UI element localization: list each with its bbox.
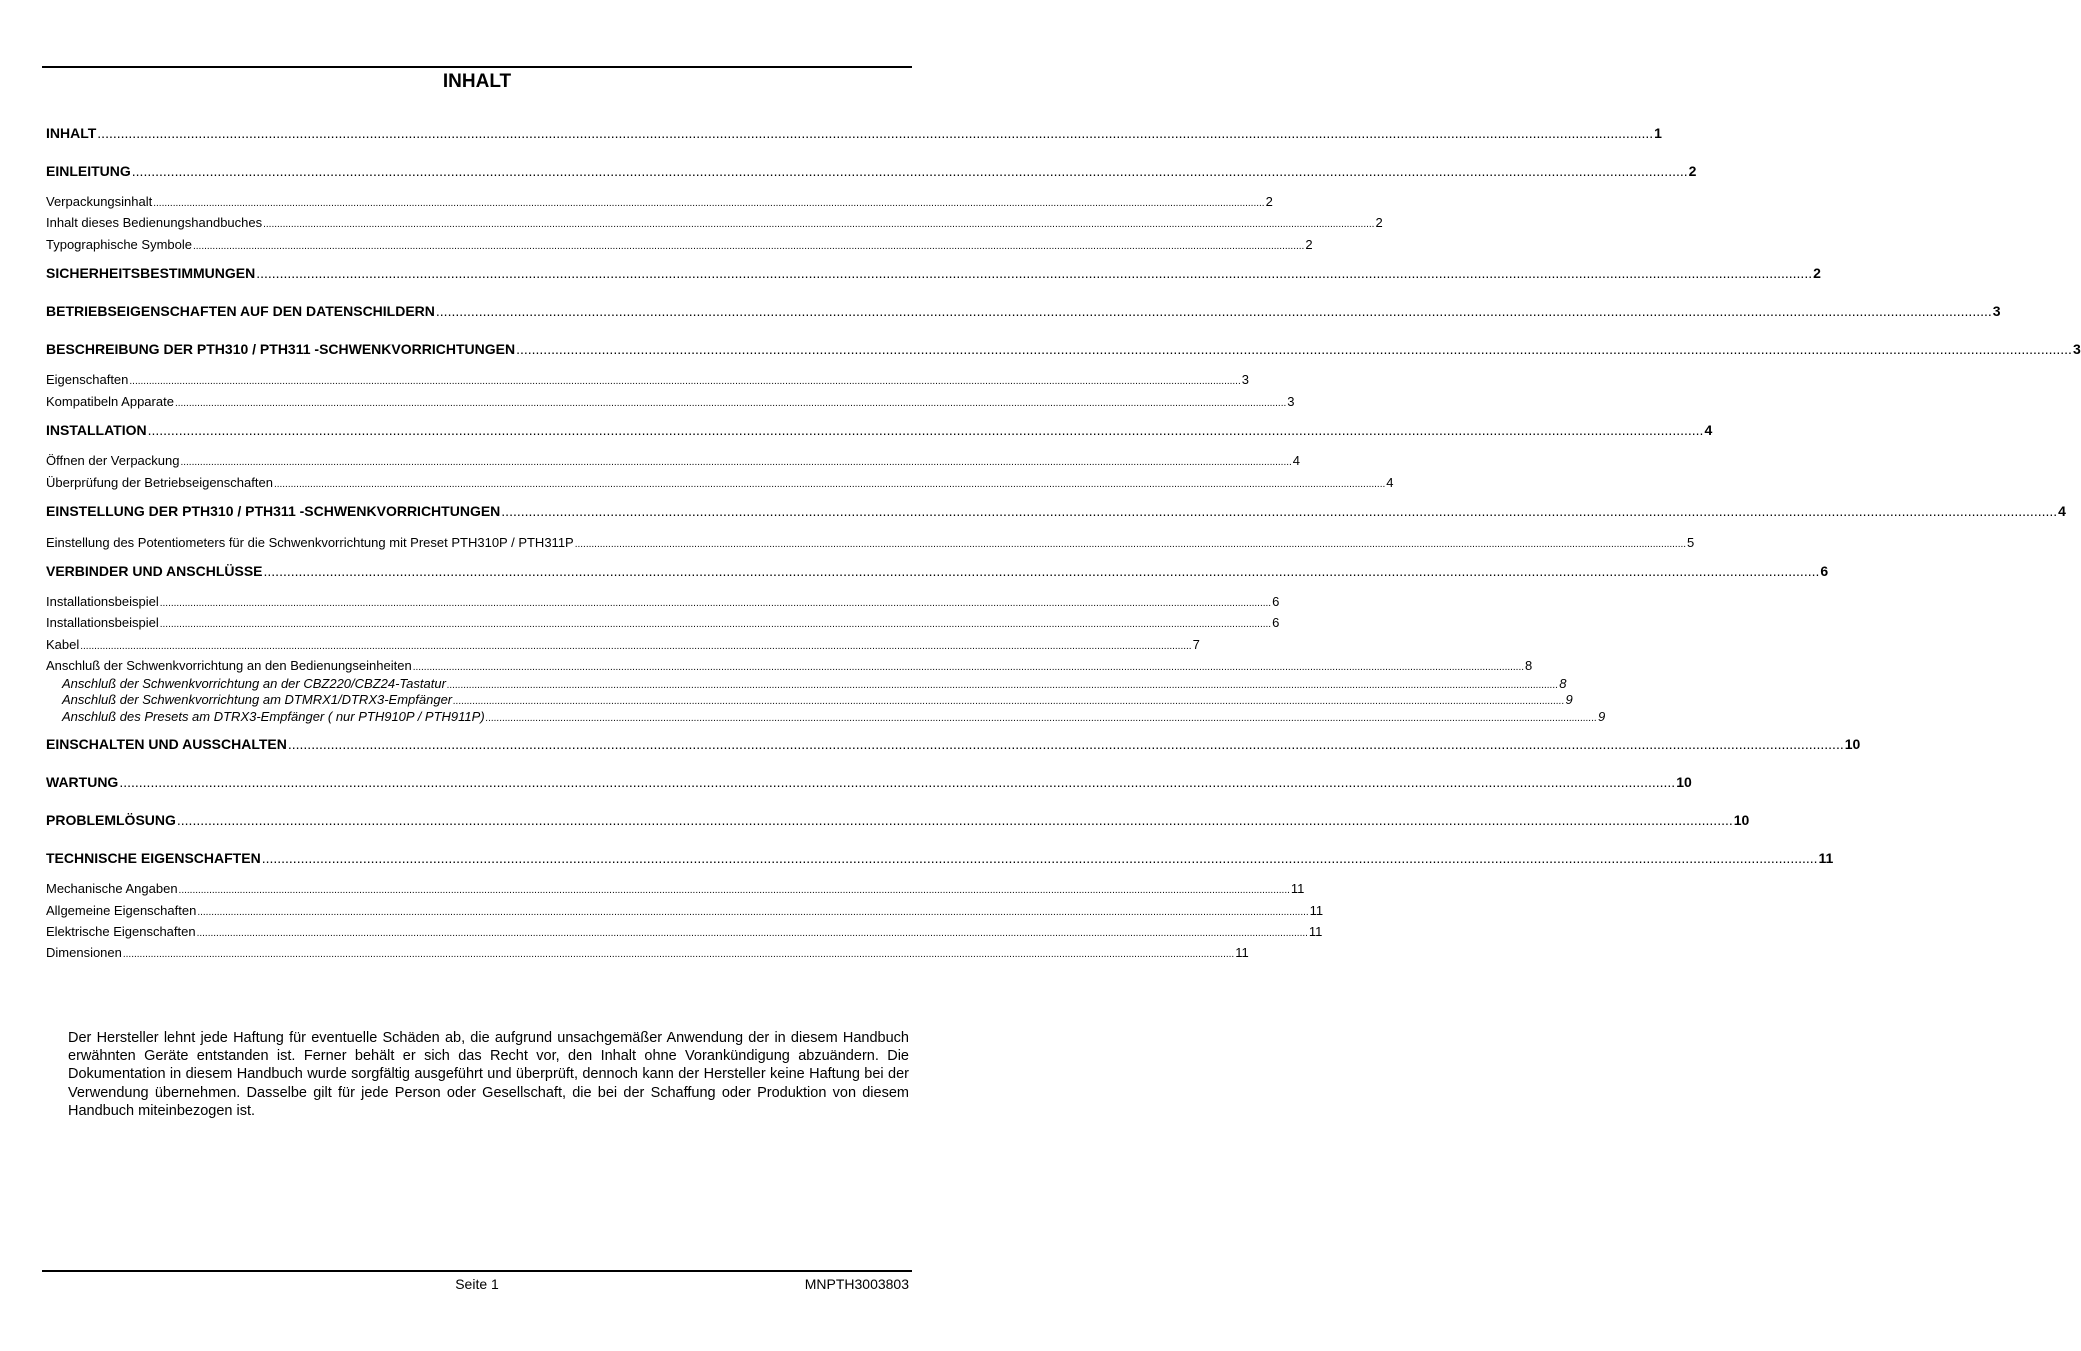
toc-entry[interactable]	[46, 340, 2081, 358]
toc-leader-dots: ................................................................................................................................................................................................................................................................................................................................................................................................................	[97, 125, 1654, 141]
toc-leader-dots: ................................................................................................................................................................................................................................................................................................................................................................................................................	[131, 163, 1688, 179]
toc-leader-dots: ................................................................................................................................................................................................................................................................................................................................................................................................................	[256, 265, 1813, 281]
toc-entry-page: 10	[1676, 774, 1692, 790]
toc-entry-page: 2	[1813, 265, 1821, 281]
toc-entry-page: 6	[1820, 563, 1829, 579]
toc-entry[interactable]	[46, 194, 1273, 210]
toc-entry-label: Typographische Symbole	[46, 237, 192, 252]
toc-entry-page: 4	[1704, 422, 1713, 438]
toc-entry-label: WARTUNG	[46, 774, 119, 790]
toc-entry-label: SICHERHEITSBESTIMMUNGEN	[46, 265, 256, 281]
toc-entry[interactable]	[46, 773, 1692, 791]
toc-entry[interactable]	[46, 849, 1834, 867]
toc-leader-dots: ................................................................................................................................................................................................................................................................................................................................................................................................................	[159, 619, 1272, 630]
toc-entry-label: Kompatibeln Apparate	[46, 394, 174, 409]
toc-entry[interactable]	[46, 594, 1280, 610]
toc-entry-page: 4	[1386, 475, 1394, 490]
toc-entry[interactable]	[46, 372, 1249, 388]
toc-entry[interactable]	[46, 945, 1249, 961]
toc-entry[interactable]	[46, 124, 1662, 142]
toc-leader-dots: ................................................................................................................................................................................................................................................................................................................................................................................................................	[197, 907, 1309, 918]
toc-entry-page: 3	[1241, 372, 1249, 387]
toc-entry[interactable]	[46, 709, 1606, 725]
toc-entry-page: 8	[1525, 658, 1533, 673]
toc-entry[interactable]	[46, 903, 1324, 919]
toc-leader-dots: ................................................................................................................................................................................................................................................................................................................................................................................................................	[516, 341, 2072, 357]
footer-rule	[42, 1270, 912, 1272]
toc-leader-dots: ................................................................................................................................................................................................................................................................................................................................................................................................................	[263, 219, 1375, 230]
toc-entry[interactable]	[46, 676, 1567, 692]
toc-entry-page: 3	[1287, 394, 1295, 409]
toc-leader-dots: ................................................................................................................................................................................................................................................................................................................................................................................................................	[263, 563, 1820, 579]
toc-entry-label: INSTALLATION	[46, 422, 147, 438]
toc-entry-label: Allgemeine Eigenschaften	[46, 903, 197, 918]
toc-entry-label: Mechanische Angaben	[46, 881, 178, 896]
toc-entry-page: 11	[1309, 903, 1324, 918]
toc-entry-label: BETRIEBSEIGENSCHAFTEN AUF DEN DATENSCHILDERN	[46, 303, 435, 319]
toc-leader-dots: ................................................................................................................................................................................................................................................................................................................................................................................................................	[453, 696, 1565, 707]
toc-entry[interactable]	[46, 162, 1697, 180]
toc-entry-label: VERBINDER UND ANSCHLÜSSE	[46, 563, 263, 579]
toc-entry-page: 10	[1733, 812, 1750, 828]
toc-entry[interactable]	[46, 811, 1750, 829]
toc-entry[interactable]	[46, 215, 1383, 231]
toc-entry-label: PROBLEMLÖSUNG	[46, 812, 176, 828]
header-rule	[42, 66, 912, 68]
toc-leader-dots: ................................................................................................................................................................................................................................................................................................................................................................................................................	[153, 198, 1265, 209]
toc-entry[interactable]	[46, 453, 1301, 469]
toc-entry[interactable]	[46, 475, 1394, 491]
toc-entry-label: Installationsbeispiel	[46, 615, 159, 630]
toc-leader-dots: ................................................................................................................................................................................................................................................................................................................................................................................................................	[192, 241, 1305, 252]
toc-entry-page: 3	[2072, 341, 2081, 357]
toc-entry[interactable]	[46, 264, 1821, 282]
toc-entry-page: 4	[1292, 453, 1301, 468]
toc-entry-label: BESCHREIBUNG DER PTH310 / PTH311 -SCHWENKVORRICHTUNGEN	[46, 341, 516, 357]
toc-leader-dots: ................................................................................................................................................................................................................................................................................................................................................................................................................	[435, 303, 1992, 319]
toc-entry-label: Anschluß des Presets am DTRX3-Empfänger ( nur PTH910P / PTH911P)	[62, 709, 485, 724]
toc-leader-dots: ................................................................................................................................................................................................................................................................................................................................................................................................................	[501, 503, 2058, 519]
toc-leader-dots: ................................................................................................................................................................................................................................................................................................................................................................................................................	[147, 422, 1704, 438]
toc-entry-label: EINSTELLUNG DER PTH310 / PTH311 -SCHWENKVORRICHTUNGEN	[46, 503, 501, 519]
toc-entry-page: 9	[1598, 709, 1606, 724]
toc-entry[interactable]	[46, 502, 2066, 520]
toc-entry-page: 2	[1265, 194, 1273, 209]
toc-entry-page: 6	[1272, 615, 1280, 630]
toc-entry-page: 7	[1192, 637, 1200, 652]
toc-entry[interactable]	[46, 658, 1533, 674]
toc-leader-dots: ................................................................................................................................................................................................................................................................................................................................................................................................................	[485, 713, 1597, 724]
toc-leader-dots: ................................................................................................................................................................................................................................................................................................................................................................................................................	[129, 376, 1241, 387]
page-title: INHALT	[442, 71, 512, 92]
toc-entry-label: Inhalt dieses Bedienungshandbuches	[46, 215, 263, 230]
toc-entry[interactable]	[46, 421, 1713, 439]
toc-entry-page: 11	[1235, 945, 1249, 960]
toc-entry-page: 11	[1308, 924, 1323, 939]
toc-leader-dots: ................................................................................................................................................................................................................................................................................................................................................................................................................	[119, 774, 1676, 790]
toc-leader-dots: ................................................................................................................................................................................................................................................................................................................................................................................................................	[80, 641, 1192, 652]
toc-leader-dots: ................................................................................................................................................................................................................................................................................................................................................................................................................	[446, 680, 1559, 691]
toc-entry-label: Kabel	[46, 637, 80, 652]
toc-entry-page: 2	[1305, 237, 1313, 252]
toc-entry[interactable]	[46, 615, 1280, 631]
toc-entry-label: Öffnen der Verpackung	[46, 453, 180, 468]
toc-entry-label: TECHNISCHE EIGENSCHAFTEN	[46, 850, 261, 866]
toc-entry-label: EINLEITUNG	[46, 163, 131, 179]
toc-entry-label: EINSCHALTEN UND AUSSCHALTEN	[46, 736, 287, 752]
toc-entry[interactable]	[46, 535, 1695, 551]
toc-leader-dots: ................................................................................................................................................................................................................................................................................................................................................................................................................	[261, 850, 1818, 866]
toc-entry-label: Überprüfung der Betriebseigenschaften	[46, 475, 273, 490]
toc-leader-dots: ................................................................................................................................................................................................................................................................................................................................................................................................................	[180, 457, 1292, 468]
toc-entry-label: Installationsbeispiel	[46, 594, 159, 609]
toc-entry-page: 11	[1290, 881, 1305, 896]
toc-entry-page: 4	[2058, 503, 2066, 519]
toc-entry[interactable]	[46, 881, 1305, 897]
toc-entry[interactable]	[46, 924, 1323, 940]
toc-entry[interactable]	[46, 302, 2001, 320]
toc-entry-label: Einstellung des Potentiometers für die Schwenkvorrichtung mit Preset PTH310P / PTH311P	[46, 535, 574, 550]
toc-leader-dots: ................................................................................................................................................................................................................................................................................................................................................................................................................	[196, 928, 1308, 939]
toc-entry[interactable]	[46, 735, 1861, 753]
toc-leader-dots: ................................................................................................................................................................................................................................................................................................................................................................................................................	[287, 736, 1844, 752]
toc-leader-dots: ................................................................................................................................................................................................................................................................................................................................................................................................................	[176, 812, 1733, 828]
toc-entry-label: Dimensionen	[46, 945, 122, 960]
disclaimer-paragraph: Der Hersteller lehnt jede Haftung für eventuelle Schäden ab, die aufgrund unsachgemäßer Anwendung der in diesem Handbuch erwähnten Geräte entstanden ist. Ferner behält er sich das Recht vor, den Inhalt ohne Vorankündigung abzuändern. Die Dokumentation in diesem Handbuch wurde sorgfältig ausgeführt und überprüft, dennoch kann der Hersteller keine Haftung bei der Verwendung übernehmen. Dasselbe gilt für jede Person oder Gesellschaft, die bei der Schaffung oder Produktion von diesem Handbuch miteinbezogen ist.	[68, 1030, 909, 1119]
toc-entry[interactable]	[46, 394, 1295, 410]
toc-entry-label: INHALT	[46, 125, 97, 141]
toc-entry-label: Elektrische Eigenschaften	[46, 924, 196, 939]
toc-entry-label: Verpackungsinhalt	[46, 194, 153, 209]
toc-entry[interactable]	[46, 237, 1313, 253]
toc-entry-label: Eigenschaften	[46, 372, 129, 387]
toc-leader-dots: ................................................................................................................................................................................................................................................................................................................................................................................................................	[574, 539, 1687, 550]
footer-document-code: MNPTH3003803	[804, 1276, 909, 1292]
toc-entry-page: 6	[1272, 594, 1280, 609]
toc-entry-label: Anschluß der Schwenkvorrichtung am DTMRX1/DTRX3-Empfänger	[62, 692, 453, 707]
toc-leader-dots: ................................................................................................................................................................................................................................................................................................................................................................................................................	[122, 949, 1235, 960]
toc-entry-page: 8	[1559, 676, 1567, 691]
toc-entry-page: 1	[1654, 125, 1662, 141]
toc-entry[interactable]	[46, 692, 1573, 708]
toc-leader-dots: ................................................................................................................................................................................................................................................................................................................................................................................................................	[159, 598, 1272, 609]
toc-leader-dots: ................................................................................................................................................................................................................................................................................................................................................................................................................	[178, 885, 1290, 896]
toc-entry-page: 2	[1375, 215, 1383, 230]
toc-entry-page: 9	[1565, 692, 1573, 707]
footer-page-number: Seite 1	[455, 1276, 499, 1292]
toc-entry-page: 10	[1844, 736, 1861, 752]
toc-entry-page: 11	[1818, 850, 1834, 866]
toc-entry[interactable]	[46, 637, 1200, 653]
toc-entry-page: 5	[1687, 535, 1695, 550]
toc-leader-dots: ................................................................................................................................................................................................................................................................................................................................................................................................................	[273, 479, 1386, 490]
toc-leader-dots: ................................................................................................................................................................................................................................................................................................................................................................................................................	[174, 398, 1287, 409]
toc-entry-page: 3	[1992, 303, 2001, 319]
toc-entry[interactable]	[46, 562, 1829, 580]
toc-entry-label: Anschluß der Schwenkvorrichtung an den Bedienungseinheiten	[46, 658, 412, 673]
toc-leader-dots: ................................................................................................................................................................................................................................................................................................................................................................................................................	[412, 662, 1525, 673]
toc-entry-page: 2	[1688, 163, 1697, 179]
toc-entry-label: Anschluß der Schwenkvorrichtung an der CBZ220/CBZ24-Tastatur	[62, 676, 446, 691]
